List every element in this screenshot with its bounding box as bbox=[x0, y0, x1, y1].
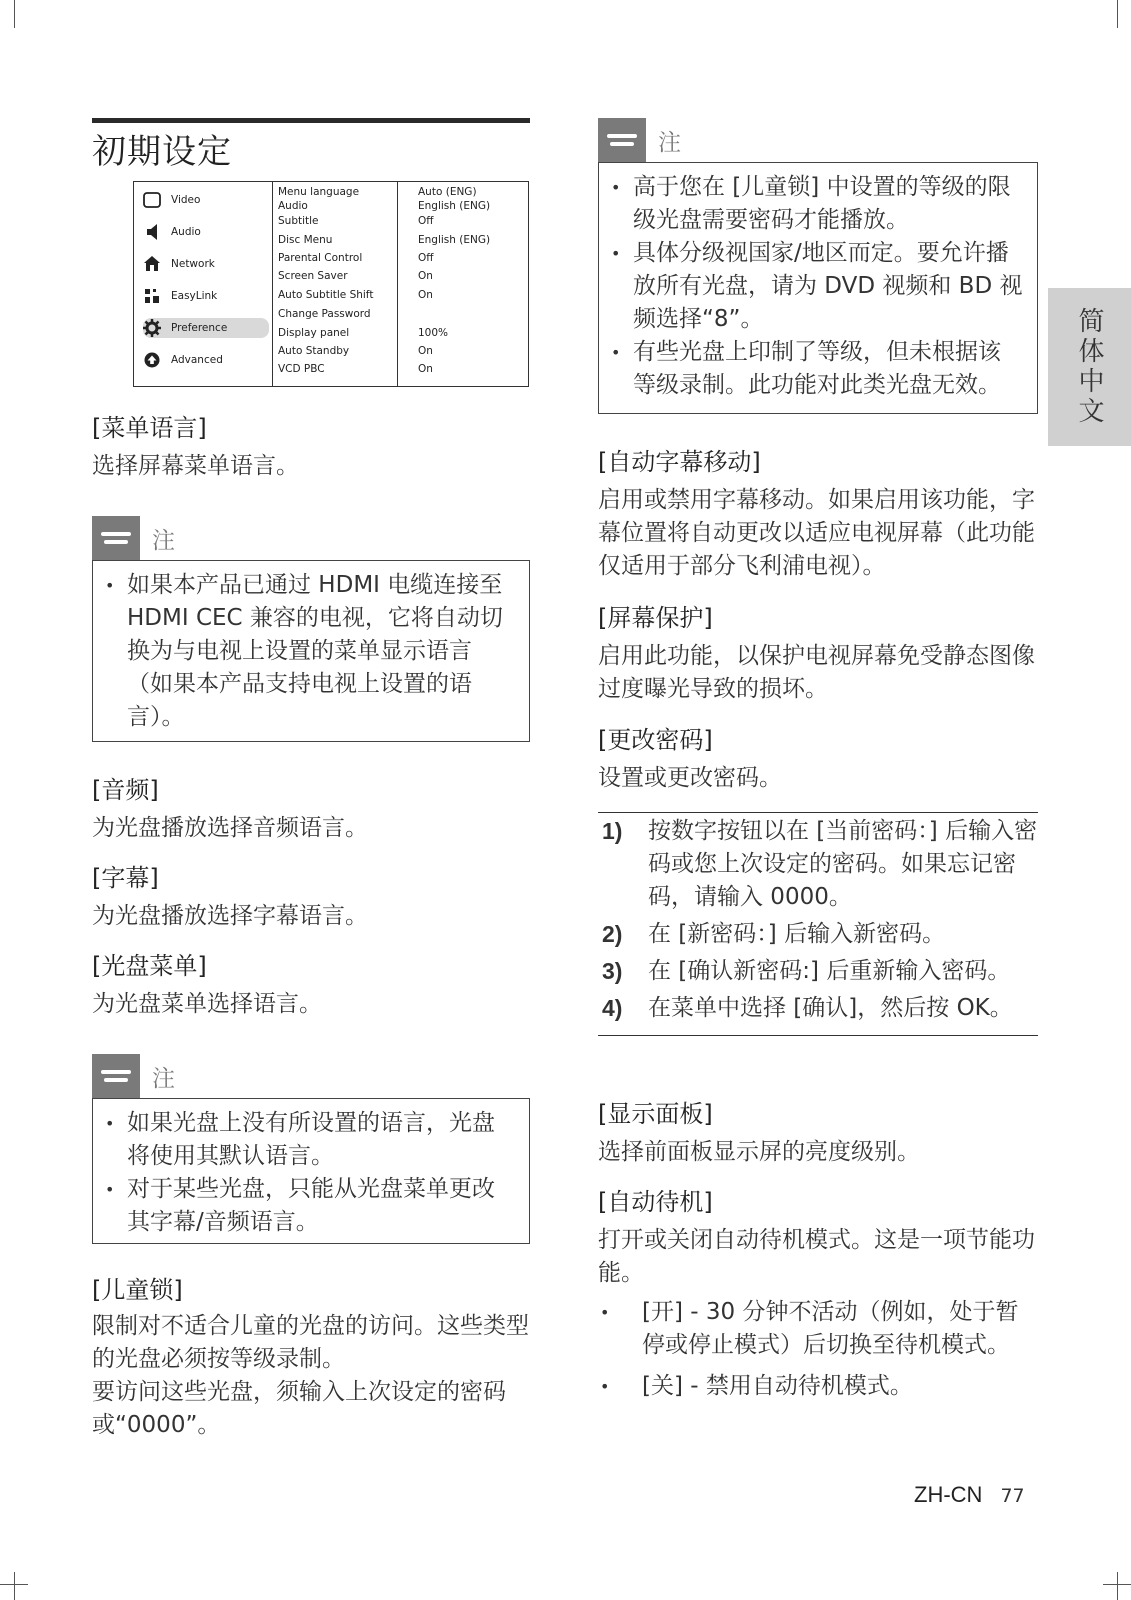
page-footer bbox=[914, 1482, 1025, 1508]
step-item bbox=[598, 955, 1038, 988]
menu-category-preference bbox=[143, 318, 269, 338]
menu-divider bbox=[272, 182, 273, 386]
menu-category-label: EasyLink bbox=[171, 290, 218, 302]
menu-value: 100% bbox=[418, 327, 449, 339]
note-icon bbox=[92, 516, 140, 560]
step-text: 按数字按钮以在 [当前密码：] 后输入密码或您上次设定的密码。如果忘记密码，请输入 0000。 bbox=[648, 818, 1038, 910]
menu-value: English (ENG) bbox=[418, 200, 491, 212]
crop-mark bbox=[0, 1584, 28, 1585]
step-number: 3) bbox=[602, 958, 623, 984]
text-disc-menu: 为光盘菜单选择语言。 bbox=[92, 991, 322, 1017]
note-item: • 如果光盘上没有所设置的语言，光盘将使用其默认语言。 bbox=[105, 1107, 515, 1173]
heading-disc-menu: [光盘菜单] bbox=[92, 952, 207, 980]
network-house-icon bbox=[143, 255, 161, 273]
note-content bbox=[92, 560, 530, 742]
menu-category-label: Video bbox=[171, 194, 201, 206]
side-tab-label: 简体中文 bbox=[1074, 307, 1104, 427]
note-label: 注 bbox=[152, 1066, 175, 1092]
heading-menu-language: [菜单语言] bbox=[92, 414, 207, 442]
menu-category-advanced bbox=[143, 350, 269, 370]
note-label: 注 bbox=[658, 130, 681, 156]
step-text: 在菜单中选择 [确认]，然后按 OK。 bbox=[648, 995, 1013, 1021]
note-box bbox=[598, 118, 1038, 414]
speaker-icon bbox=[143, 223, 161, 241]
menu-option: Audio bbox=[278, 200, 308, 212]
menu-category-video bbox=[143, 190, 269, 210]
crop-mark bbox=[14, 0, 15, 28]
text-display-panel: 选择前面板显示屏的亮度级别。 bbox=[598, 1139, 920, 1165]
language-code: ZH-CN bbox=[914, 1482, 983, 1507]
menu-option: Screen Saver bbox=[278, 270, 348, 282]
text-auto-standby: 打开或关闭自动待机模式。这是一项节能功能。 bbox=[598, 1227, 1035, 1286]
menu-option: Disc Menu bbox=[278, 234, 333, 246]
page-title: 初期设定 bbox=[92, 132, 232, 172]
menu-value: On bbox=[418, 363, 433, 375]
menu-category-label: Preference bbox=[171, 322, 228, 334]
note-item: • 对于某些光盘，只能从光盘菜单更改其字幕/音频语言。 bbox=[105, 1173, 515, 1239]
crop-mark bbox=[1117, 1572, 1118, 1600]
crop-mark bbox=[1103, 1584, 1131, 1585]
menu-option: Menu language bbox=[278, 186, 360, 198]
menu-value: On bbox=[418, 289, 433, 301]
text-menu-language: 选择屏幕菜单语言。 bbox=[92, 453, 299, 479]
step-number: 2) bbox=[602, 921, 623, 947]
note-box bbox=[92, 1054, 530, 1240]
menu-option: Auto Subtitle Shift bbox=[278, 289, 374, 301]
menu-option: VCD PBC bbox=[278, 363, 325, 375]
text-subtitle: 为光盘播放选择字幕语言。 bbox=[92, 903, 368, 929]
note-icon bbox=[92, 1054, 140, 1098]
step-item bbox=[598, 918, 1038, 951]
menu-option: Display panel bbox=[278, 327, 350, 339]
heading-parental-control: [儿童锁] bbox=[92, 1276, 183, 1304]
note-content bbox=[92, 1098, 530, 1244]
language-side-tab bbox=[1048, 288, 1131, 446]
heading-subtitle: [字幕] bbox=[92, 864, 159, 892]
easylink-icon bbox=[143, 287, 161, 305]
step-number: 4) bbox=[602, 995, 623, 1021]
settings-menu-screenshot bbox=[133, 181, 529, 387]
text-auto-subtitle-shift: 启用或禁用字幕移动。如果启用该功能，字幕位置将自动更改以适应电视屏幕（此功能仅适用于部分飞利浦电视）。 bbox=[598, 487, 1035, 579]
menu-value: English (ENG) bbox=[418, 234, 491, 246]
menu-category-network bbox=[143, 254, 269, 274]
menu-category-label: Network bbox=[171, 258, 215, 270]
note-item: • 具体分级视国家/地区而定。要允许播放所有光盘，请为 DVD 视频和 BD 视频选择“8”。 bbox=[611, 237, 1023, 336]
list-item: • [关] - 禁用自动待机模式。 bbox=[598, 1370, 1038, 1403]
note-box bbox=[92, 516, 530, 742]
advanced-arrow-icon bbox=[143, 351, 161, 369]
heading-auto-subtitle-shift: [自动字幕移动] bbox=[598, 448, 761, 476]
note-label: 注 bbox=[152, 528, 175, 554]
note-item: • 有些光盘上印制了等级，但未根据该等级录制。此功能对此类光盘无效。 bbox=[611, 336, 1023, 402]
menu-option: Parental Control bbox=[278, 252, 363, 264]
password-steps bbox=[598, 812, 1038, 1036]
text-change-password: 设置或更改密码。 bbox=[598, 765, 782, 791]
text-parental-control: 限制对不适合儿童的光盘的访问。这些类型的光盘必须按等级录制。 bbox=[92, 1313, 529, 1372]
heading-change-password: [更改密码] bbox=[598, 726, 713, 754]
crop-mark bbox=[14, 1572, 15, 1600]
step-number: 1) bbox=[602, 818, 623, 844]
heading-auto-standby: [自动待机] bbox=[598, 1188, 713, 1216]
note-content bbox=[598, 162, 1038, 414]
step-text: 在 [确认新密码:] 后重新输入密码。 bbox=[648, 958, 1011, 984]
menu-value: Off bbox=[418, 215, 434, 227]
step-item bbox=[598, 815, 1038, 914]
menu-value: On bbox=[418, 270, 433, 282]
menu-option: Auto Standby bbox=[278, 345, 350, 357]
auto-standby-options bbox=[598, 1296, 1038, 1403]
note-item: • 如果本产品已通过 HDMI 电缆连接至 HDMI CEC 兼容的电视，它将自动切换为与电视上设置的菜单显示语言（如果本产品支持电视上设置的语言）。 bbox=[105, 569, 515, 734]
menu-value: Auto (ENG) bbox=[418, 186, 477, 198]
note-icon bbox=[598, 118, 646, 162]
heading-screen-saver: [屏幕保护] bbox=[598, 604, 713, 632]
note-item: • 高于您在 [儿童锁] 中设置的等级的限级光盘需要密码才能播放。 bbox=[611, 171, 1023, 237]
menu-category-label: Advanced bbox=[171, 354, 223, 366]
menu-value: On bbox=[418, 345, 433, 357]
list-item: • [开] - 30 分钟不活动（例如，处于暂停或停止模式）后切换至待机模式。 bbox=[598, 1296, 1038, 1362]
menu-category-easylink bbox=[143, 286, 269, 306]
title-rule bbox=[92, 118, 530, 123]
menu-category-label: Audio bbox=[171, 226, 201, 238]
menu-option: Change Password bbox=[278, 308, 371, 320]
text-parental-password: 要访问这些光盘，须输入上次设定的密码或“0000”。 bbox=[92, 1379, 506, 1438]
page-number: 77 bbox=[1000, 1485, 1025, 1507]
step-item bbox=[598, 992, 1038, 1025]
text-audio: 为光盘播放选择音频语言。 bbox=[92, 815, 368, 841]
step-text: 在 [新密码：] 后输入新密码。 bbox=[648, 921, 946, 947]
menu-divider bbox=[397, 182, 398, 386]
gear-icon bbox=[143, 319, 161, 337]
crop-mark bbox=[1117, 0, 1118, 28]
heading-audio: [音频] bbox=[92, 776, 159, 804]
menu-option: Subtitle bbox=[278, 215, 319, 227]
text-screen-saver: 启用此功能，以保护电视屏幕免受静态图像过度曝光导致的损坏。 bbox=[598, 643, 1035, 702]
monitor-icon bbox=[143, 191, 161, 209]
menu-category-audio bbox=[143, 222, 269, 242]
heading-display-panel: [显示面板] bbox=[598, 1100, 713, 1128]
menu-value: Off bbox=[418, 252, 434, 264]
